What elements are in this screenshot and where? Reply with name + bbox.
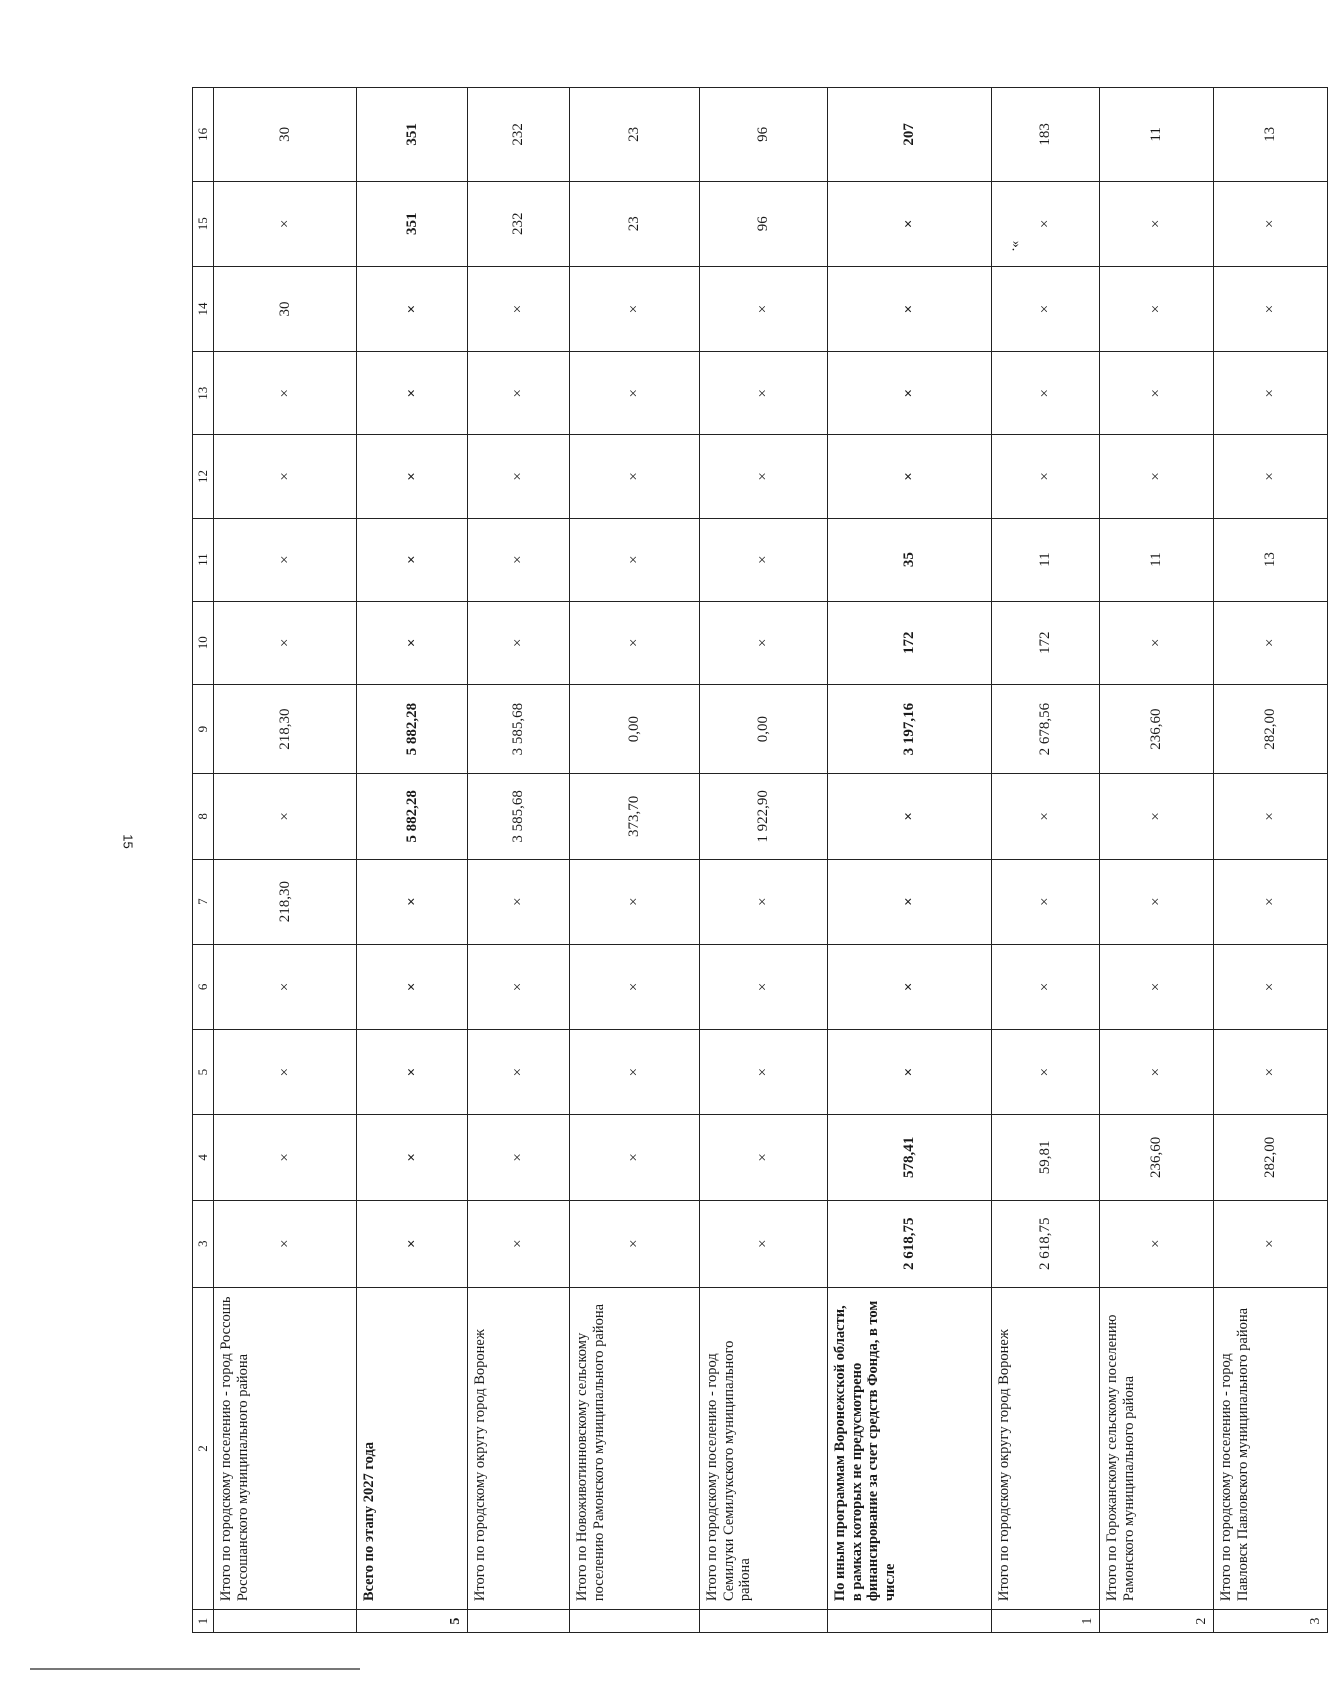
table-row: [357, 88, 468, 1633]
row-name-cell: Итого по городскому поселению - город Россошь Россошанского муниципального района: [214, 1287, 357, 1609]
value-cell-col-13: ×: [992, 352, 1100, 435]
table-row: [1100, 88, 1214, 1633]
value-cell-col-13: ×: [570, 352, 700, 435]
value-cell-col-14: ×: [1100, 266, 1214, 351]
value-cell-col-13: ×: [357, 352, 468, 435]
value-cell-col-10: ×: [357, 601, 468, 684]
value-cell-col-12: ×: [570, 435, 700, 518]
value-cell-col-10: ×: [214, 601, 357, 684]
value-cell-col-16: 351: [357, 88, 468, 182]
value-cell-col-8: ×: [828, 774, 992, 859]
table-row: [468, 88, 570, 1633]
value-cell-col-15: ×: [828, 181, 992, 266]
value-cell-col-10: 172: [992, 601, 1100, 684]
value-cell-col-4: 578,41: [828, 1115, 992, 1200]
value-cell-col-4: ×: [570, 1115, 700, 1200]
value-cell-col-16: 183: [992, 88, 1100, 182]
value-cell-col-16: 207: [828, 88, 992, 182]
row-name-cell: Итого по городскому поселению - город Павловск Павловского муниципального района: [1214, 1287, 1328, 1609]
value-cell-col-11: 11: [992, 518, 1100, 601]
header-cell-col-14: 14: [193, 266, 214, 351]
value-cell-col-4: 59,81: [992, 1115, 1100, 1200]
value-cell-col-7: ×: [357, 859, 468, 944]
value-cell-col-11: ×: [214, 518, 357, 601]
value-cell-col-3: ×: [570, 1200, 700, 1287]
value-cell-col-14: ×: [1214, 266, 1328, 351]
value-cell-col-8: 3 585,68: [468, 774, 570, 859]
value-cell-col-4: ×: [700, 1115, 828, 1200]
value-cell-col-10: ×: [700, 601, 828, 684]
value-cell-col-13: ×: [700, 352, 828, 435]
table-row: [214, 88, 357, 1633]
header-cell-col-7: 7: [193, 859, 214, 944]
table-body: [193, 88, 1328, 1633]
row-name-cell: Всего по этапу 2027 года: [357, 1287, 468, 1609]
value-cell-col-8: ×: [992, 774, 1100, 859]
value-cell-col-6: ×: [214, 944, 357, 1029]
table-row: [992, 88, 1100, 1633]
value-cell-col-4: ×: [357, 1115, 468, 1200]
header-cell-col-16: 16: [193, 88, 214, 182]
value-cell-col-3: 2 618,75: [828, 1200, 992, 1287]
value-cell-col-5: ×: [700, 1030, 828, 1115]
value-cell-col-10: ×: [1100, 601, 1214, 684]
value-cell-col-14: ×: [357, 266, 468, 351]
row-name-cell: Итого по Новоживотинновскому сельскому поселению Рамонского муниципального района: [570, 1287, 700, 1609]
value-cell-col-8: ×: [1214, 774, 1328, 859]
value-cell-col-3: ×: [214, 1200, 357, 1287]
value-cell-col-14: ×: [700, 266, 828, 351]
value-cell-col-5: ×: [570, 1030, 700, 1115]
value-cell-col-5: ×: [992, 1030, 1100, 1115]
table-row: [700, 88, 828, 1633]
value-cell-col-13: ×: [468, 352, 570, 435]
table-row: [828, 88, 992, 1633]
row-number-cell: [828, 1610, 992, 1633]
value-cell-col-6: ×: [828, 944, 992, 1029]
value-cell-col-7: ×: [992, 859, 1100, 944]
value-cell-col-3: ×: [1214, 1200, 1328, 1287]
value-cell-col-6: ×: [1214, 944, 1328, 1029]
table-row: [1214, 88, 1328, 1633]
row-number-cell: 5: [357, 1610, 468, 1633]
value-cell-col-6: ×: [992, 944, 1100, 1029]
value-cell-col-9: 3 585,68: [468, 684, 570, 773]
value-cell-col-10: ×: [468, 601, 570, 684]
value-cell-col-6: ×: [1100, 944, 1214, 1029]
value-cell-col-5: ×: [357, 1030, 468, 1115]
value-cell-col-12: ×: [468, 435, 570, 518]
value-cell-col-9: 236,60: [1100, 684, 1214, 773]
value-cell-col-4: ×: [214, 1115, 357, 1200]
value-cell-col-11: 35: [828, 518, 992, 601]
value-cell-col-10: ×: [1214, 601, 1328, 684]
value-cell-col-14: ×: [468, 266, 570, 351]
page-number: 15: [120, 834, 136, 849]
header-cell-col-1: 1: [193, 1610, 214, 1633]
value-cell-col-11: 13: [1214, 518, 1328, 601]
header-cell-col-6: 6: [193, 944, 214, 1029]
value-cell-col-15: ×: [1100, 181, 1214, 266]
row-name-cell: Итого по городскому поселению - город Семилуки Семилукского муниципального района: [700, 1287, 828, 1609]
value-cell-col-15: ×: [1214, 181, 1328, 266]
value-cell-col-10: ×: [570, 601, 700, 684]
value-cell-col-7: ×: [570, 859, 700, 944]
value-cell-col-13: ×: [1100, 352, 1214, 435]
value-cell-col-9: 282,00: [1214, 684, 1328, 773]
header-cell-col-12: 12: [193, 435, 214, 518]
value-cell-col-12: ×: [700, 435, 828, 518]
value-cell-col-9: 5 882,28: [357, 684, 468, 773]
value-cell-col-11: 11: [1100, 518, 1214, 601]
closing-quote-mark: ».: [1008, 240, 1024, 252]
value-cell-col-8: 1 922,90: [700, 774, 828, 859]
value-cell-col-15: ×: [214, 181, 357, 266]
value-cell-col-16: 13: [1214, 88, 1328, 182]
value-cell-col-16: 23: [570, 88, 700, 182]
header-cell-col-3: 3: [193, 1200, 214, 1287]
row-number-cell: 1: [992, 1610, 1100, 1633]
row-number-cell: 3: [1214, 1610, 1328, 1633]
value-cell-col-13: ×: [828, 352, 992, 435]
header-cell-col-9: 9: [193, 684, 214, 773]
header-cell-col-13: 13: [193, 352, 214, 435]
value-cell-col-8: 373,70: [570, 774, 700, 859]
value-cell-col-8: ×: [214, 774, 357, 859]
value-cell-col-15: 351: [357, 181, 468, 266]
header-cell-col-5: 5: [193, 1030, 214, 1115]
header-cell-col-11: 11: [193, 518, 214, 601]
value-cell-col-6: ×: [570, 944, 700, 1029]
value-cell-col-8: 5 882,28: [357, 774, 468, 859]
value-cell-col-6: ×: [468, 944, 570, 1029]
value-cell-col-14: ×: [992, 266, 1100, 351]
value-cell-col-5: ×: [214, 1030, 357, 1115]
value-cell-col-4: ×: [468, 1115, 570, 1200]
value-cell-col-14: ×: [828, 266, 992, 351]
value-cell-col-5: ×: [468, 1030, 570, 1115]
value-cell-col-5: ×: [1214, 1030, 1328, 1115]
value-cell-col-12: ×: [357, 435, 468, 518]
value-cell-col-12: ×: [828, 435, 992, 518]
row-name-cell: Итого по Горожанскому сельскому поселению Рамонского муниципального района: [1100, 1287, 1214, 1609]
value-cell-col-12: ×: [214, 435, 357, 518]
value-cell-col-3: ×: [468, 1200, 570, 1287]
header-cell-col-2: 2: [193, 1287, 214, 1609]
value-cell-col-7: ×: [468, 859, 570, 944]
data-table: [192, 87, 1328, 1633]
value-cell-col-7: ×: [700, 859, 828, 944]
header-cell-col-4: 4: [193, 1115, 214, 1200]
value-cell-col-11: ×: [357, 518, 468, 601]
value-cell-col-13: ×: [214, 352, 357, 435]
value-cell-col-11: ×: [570, 518, 700, 601]
value-cell-col-15: 23: [570, 181, 700, 266]
value-cell-col-10: 172: [828, 601, 992, 684]
value-cell-col-13: ×: [1214, 352, 1328, 435]
value-cell-col-11: ×: [468, 518, 570, 601]
row-number-cell: [214, 1610, 357, 1633]
value-cell-col-16: 11: [1100, 88, 1214, 182]
value-cell-col-16: 30: [214, 88, 357, 182]
row-number-cell: [570, 1610, 700, 1633]
value-cell-col-9: 2 678,56: [992, 684, 1100, 773]
row-number-cell: 2: [1100, 1610, 1214, 1633]
value-cell-col-9: 3 197,16: [828, 684, 992, 773]
header-cell-col-15: 15: [193, 181, 214, 266]
value-cell-col-7: 218,30: [214, 859, 357, 944]
value-cell-col-16: 232: [468, 88, 570, 182]
scan-edge-line: [30, 1668, 360, 1670]
value-cell-col-14: 30: [214, 266, 357, 351]
value-cell-col-12: ×: [992, 435, 1100, 518]
table-row: [570, 88, 700, 1633]
value-cell-col-9: 0,00: [570, 684, 700, 773]
value-cell-col-4: 236,60: [1100, 1115, 1214, 1200]
value-cell-col-12: ×: [1214, 435, 1328, 518]
value-cell-col-11: ×: [700, 518, 828, 601]
value-cell-col-3: ×: [357, 1200, 468, 1287]
value-cell-col-15: 96: [700, 181, 828, 266]
value-cell-col-5: ×: [1100, 1030, 1214, 1115]
value-cell-col-8: ×: [1100, 774, 1214, 859]
row-name-cell: Итого по городскому округу город Воронеж: [992, 1287, 1100, 1609]
row-name-cell: По иным программам Воронежской области, в рамках которых не предусмотрено финансирование за счет средств Фонда, в том числе: [828, 1287, 992, 1609]
value-cell-col-3: ×: [700, 1200, 828, 1287]
row-number-cell: [700, 1610, 828, 1633]
value-cell-col-15: ×: [992, 181, 1100, 266]
value-cell-col-9: 0,00: [700, 684, 828, 773]
value-cell-col-7: ×: [1100, 859, 1214, 944]
value-cell-col-16: 96: [700, 88, 828, 182]
value-cell-col-12: ×: [1100, 435, 1214, 518]
value-cell-col-7: ×: [1214, 859, 1328, 944]
rotated-table-sheet: [192, 87, 1326, 1633]
row-number-cell: [468, 1610, 570, 1633]
value-cell-col-14: ×: [570, 266, 700, 351]
header-cell-col-10: 10: [193, 601, 214, 684]
value-cell-col-6: ×: [700, 944, 828, 1029]
header-cell-col-8: 8: [193, 774, 214, 859]
row-name-cell: Итого по городскому округу город Воронеж: [468, 1287, 570, 1609]
table-header-row: [193, 88, 214, 1633]
value-cell-col-9: 218,30: [214, 684, 357, 773]
value-cell-col-6: ×: [357, 944, 468, 1029]
value-cell-col-3: ×: [1100, 1200, 1214, 1287]
value-cell-col-7: ×: [828, 859, 992, 944]
value-cell-col-4: 282,00: [1214, 1115, 1328, 1200]
value-cell-col-5: ×: [828, 1030, 992, 1115]
value-cell-col-15: 232: [468, 181, 570, 266]
value-cell-col-3: 2 618,75: [992, 1200, 1100, 1287]
